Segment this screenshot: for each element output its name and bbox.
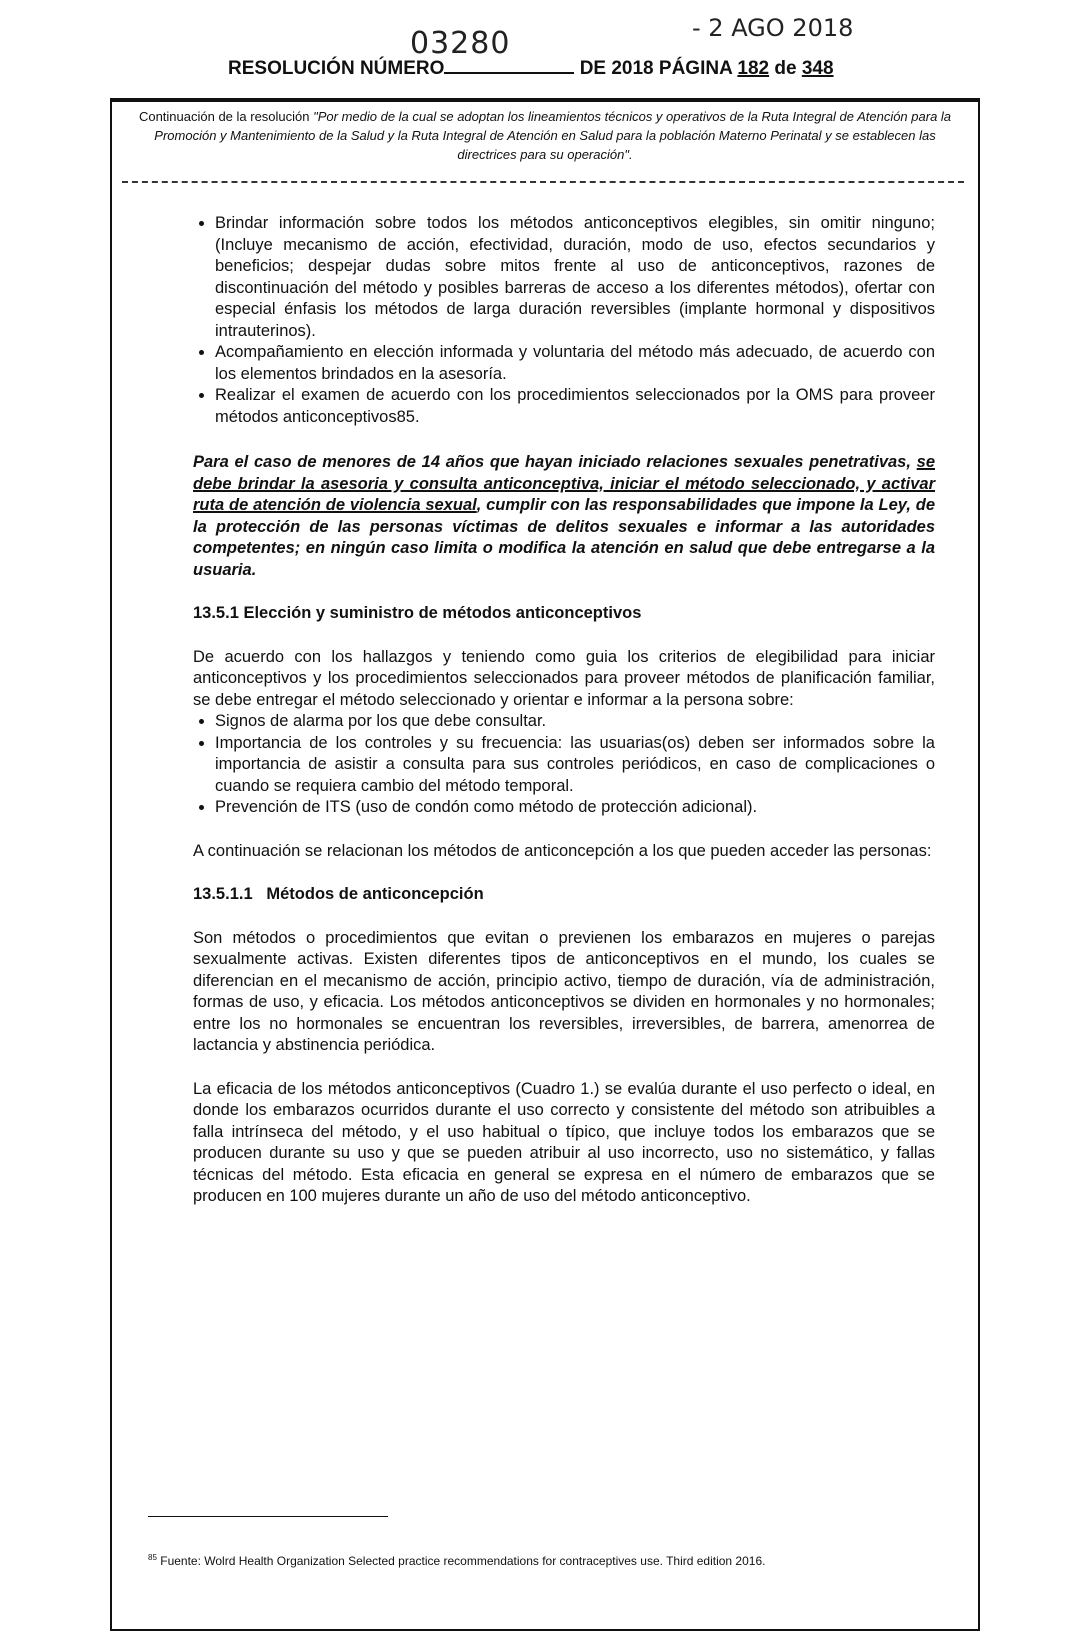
list-item: • Acompañamiento en elección informada y voluntaria del método más adecuado, de acuerdo con los elementos brindados en la asesoría. xyxy=(215,342,935,385)
paragraph: Son métodos o procedimientos que evitan o previenen los embarazos en mujeres o parejas sexualmente activas. Existen diferentes tipos de anticonceptivos en el mundo, los cuales se diferencian en el mecanismo de acción, principio activo, tiempo de duración, vía de administración, formas de uso, y eficacia. Los métodos anticonceptivos se dividen en hormonales y no hormonales; entre los no hormonales se encuentran los reversibles, irreversibles, de barrera, amenorrea de lactancia y abstinencia periódica. xyxy=(193,928,935,1054)
footnote-divider xyxy=(148,1516,388,1517)
warning-text: Para el caso de menores de 14 años que hayan iniciado relaciones sexuales penetrativas, xyxy=(193,453,917,471)
continuation-title: "Por medio de la cual se adoptan los lineamientos técnicos y operativos de la Ruta Integral de Atención para la Promoción y Mantenimiento de la Salud y la Ruta Integral de Atención en Salud para la población Materno Perinatal y se establecen las directrices para su operación". xyxy=(154,109,952,162)
of-label: de xyxy=(774,58,797,79)
number-blank xyxy=(444,72,574,74)
minors-warning xyxy=(193,452,935,581)
footnote-mark: 85 xyxy=(148,1553,157,1562)
paragraph: De acuerdo con los hallazgos y teniendo como guia los criterios de elegibilidad para iniciar anticonceptivos y los procedimientos seleccionados para proveer métodos de planificación familiar, se debe entregar el método seleccionado y orientar e informar a la persona sobre: xyxy=(193,647,935,709)
section-heading: 13.5.1 Elección y suministro de métodos anticonceptivos xyxy=(193,604,642,622)
stamp-date: - 2 AGO 2018 xyxy=(692,14,854,42)
total-pages: 348 xyxy=(801,58,834,79)
warning-underlined: se debe brindar la asesoria y consulta anticonceptiva, iniciar el método seleccionado, y activar ruta de atención de violencia sexual xyxy=(193,453,935,514)
document-body xyxy=(193,213,935,1208)
list-item: • Importancia de los controles y su frecuencia: las usuarias(os) deben ser informados sobre la importancia de asistir a consulta para sus controles periódicos, en caso de complicaciones o cuando se requiera cambio del método temporal. xyxy=(215,733,935,798)
continuation-prefix: Continuación de la resolución xyxy=(138,109,314,124)
bullet-list-orientation xyxy=(193,711,935,819)
stamp-number: 03280 xyxy=(410,26,511,61)
page-number: 182 xyxy=(737,58,770,79)
continuation-note xyxy=(125,107,965,164)
dashed-divider xyxy=(122,181,964,183)
resolution-header xyxy=(228,58,834,80)
subsection-heading: 13.5.1.1 Métodos de anticoncepción xyxy=(193,885,484,903)
list-item: • Prevención de ITS (uso de condón como método de protección adicional). xyxy=(215,797,935,819)
list-item: • Realizar el examen de acuerdo con los procedimientos seleccionados por la OMS para proveer métodos anticonceptivos85. xyxy=(215,385,935,428)
warning-text: , cumplir con las responsabilidades que impone la Ley, de la protección de las personas víctimas de delitos sexuales e informar a las autoridades competentes; en ningún caso limita o modifica la atención en salud que debe entregarse a la usuaria. xyxy=(193,496,935,579)
paragraph: A continuación se relacionan los métodos de anticoncepción a los que pueden acceder las personas: xyxy=(193,841,932,860)
footnote-text: Fuente: Wolrd Health Organization Selected practice recommendations for contraceptives use. Third edition 2016. xyxy=(160,1554,766,1568)
list-item: • Brindar información sobre todos los métodos anticonceptivos elegibles, sin omitir ninguno; (Incluye mecanismo de acción, efectividad, duración, modo de uso, efectos secundarios y beneficios; despejar dudas sobre mitos frente al uso de anticonceptivos, razones de discontinuación del método y posibles barreras de acceso a los diferentes métodos), ofertar con especial énfasis los métodos de larga duración reversibles (implante hormonal y dispositivos intrauterinos). xyxy=(215,213,935,342)
list-item: • Signos de alarma por los que debe consultar. xyxy=(215,711,935,733)
bullet-list-counseling xyxy=(193,213,935,428)
resolution-label: RESOLUCIÓN NÚMERO xyxy=(228,58,445,79)
footnote xyxy=(148,1553,765,1568)
year-label: DE 2018 PÁGINA xyxy=(579,58,733,79)
paragraph: La eficacia de los métodos anticonceptivos (Cuadro 1.) se evalúa durante el uso perfecto o ideal, en donde los embarazos ocurridos durante el uso correcto y consistente del método son atribuibles a falla intrínseca del método, y el uso habitual o típico, que incluye todos los embarazos que se producen durante su uso y que se pueden atribuir al uso incorrecto, uso no sistemático, y fallas técnicas del método. Esta eficacia en general se expresa en el número de embarazos que se producen en 100 mujeres durante un año de uso del método anticonceptivo. xyxy=(193,1079,935,1205)
